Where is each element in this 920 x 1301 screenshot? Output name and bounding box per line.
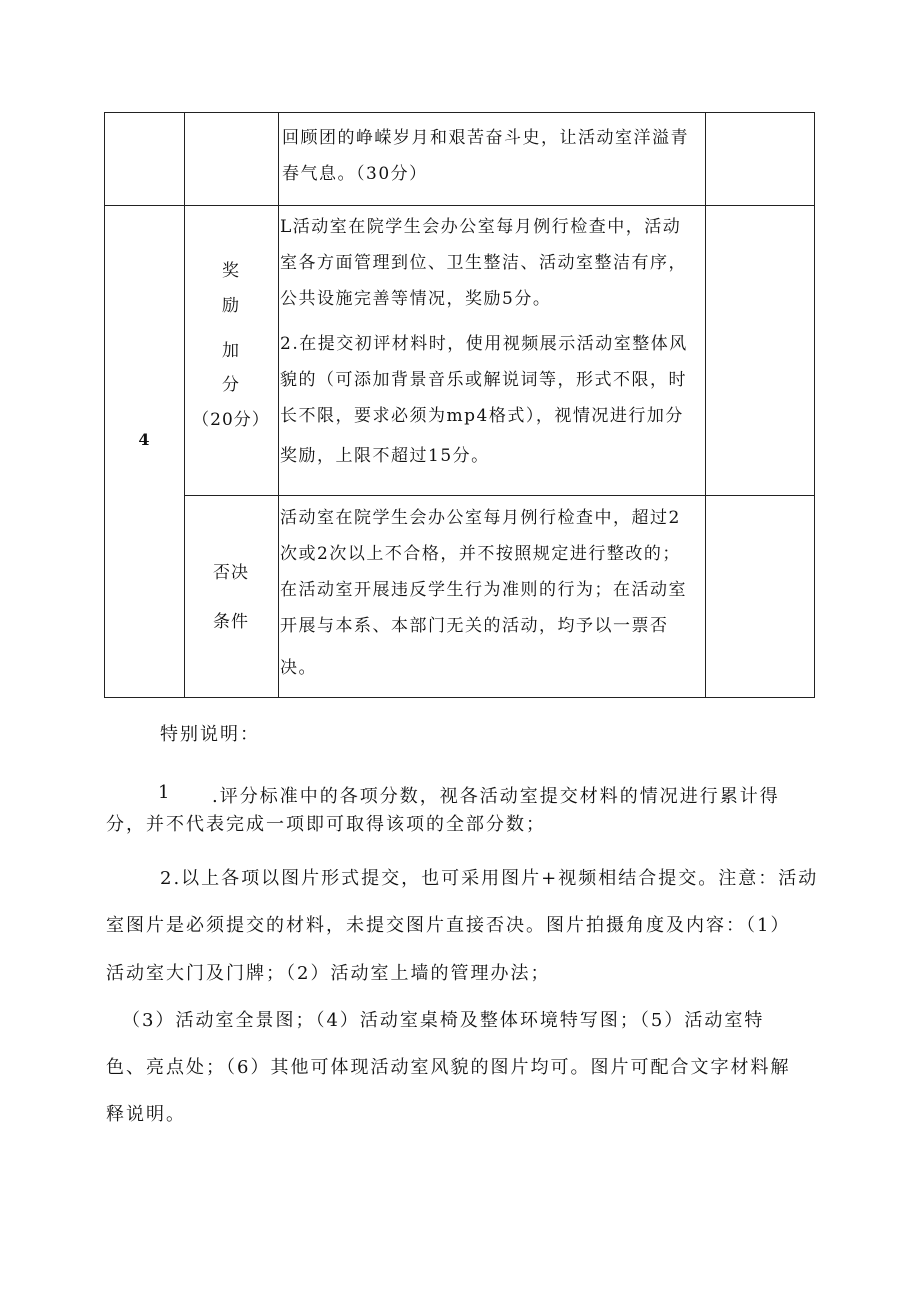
category-char: 励 (222, 296, 240, 316)
category-char: 加 (222, 341, 240, 361)
category-line: 条件 (213, 612, 249, 632)
content-line: 春气息。（30分） (282, 164, 428, 184)
note-1-number: 1 (158, 782, 172, 803)
note-2-line: 活动室大门及门牌；（2）活动室上墙的管理办法； (106, 963, 551, 984)
table-line (814, 112, 815, 698)
content-line: 活动室在院学生会办公室每月例行检查中，超过2 (280, 508, 681, 528)
content-line: 奖励，上限不超过15分。 (280, 446, 490, 466)
content-line: 回顾团的峥嵘岁月和艰苦奋斗史，让活动室洋溢青 (282, 128, 689, 148)
note-2-line: 室图片是必须提交的材料，未提交图片直接否决。图片拍摄角度及内容：（1） (106, 915, 791, 936)
table-line (104, 112, 105, 698)
content-line: 长不限，要求必须为mp4格式），视情况进行加分 (280, 406, 684, 426)
bonus-item-1 (280, 209, 687, 317)
table-line (104, 112, 815, 113)
note-1-line: .评分标准中的各项分数，视各活动室提交材料的情况进行累计得 (212, 786, 780, 807)
category-points: （20分） (192, 410, 270, 430)
veto-content (280, 500, 687, 686)
notes-heading: 特别说明： (160, 724, 260, 745)
content-line: 开展与本系、本部门无关的活动，均予以一票否 (280, 616, 669, 636)
table-line (104, 205, 815, 206)
table-line (104, 697, 815, 698)
note-3-line: 释说明。 (106, 1104, 186, 1125)
content-line: 次或2次以上不合格，并不按照规定进行整改的； (280, 544, 681, 564)
content-line: L活动室在院学生会办公室每月例行检查中，活动 (280, 217, 682, 237)
bonus-item-2 (280, 326, 688, 474)
note-1-line: 分，并不代表完成一项即可取得该项的全部分数； (106, 814, 546, 835)
category-char: 分 (222, 375, 240, 395)
row-number: 4 (138, 430, 150, 449)
content-line: 室各方面管理到位、卫生整洁、活动室整洁有序， (280, 253, 687, 273)
category-line: 否决 (213, 563, 249, 583)
content-line: 决。 (280, 658, 317, 678)
table-line (705, 112, 706, 698)
category-char: 奖 (222, 261, 240, 281)
content-line: 在活动室开展违反学生行为准则的行为；在活动室 (280, 580, 687, 600)
note-3-line: （3）活动室全景图；（4）活动室桌椅及整体环境特写图；（5）活动室特 (122, 1010, 765, 1031)
content-line: 貌的（可添加背景音乐或解说词等，形式不限，时 (280, 370, 687, 390)
content-line: 2.在提交初评材料时，使用视频展示活动室整体风 (280, 334, 688, 354)
scoring-table (104, 112, 815, 698)
note-2-line: 2.以上各项以图片形式提交，也可采用图片+视频相结合提交。注意：活动 (160, 868, 819, 889)
content-line: 公共设施完善等情况，奖励5分。 (280, 289, 552, 309)
table-line (278, 112, 279, 698)
note-3-line: 色、亮点处；（6）其他可体现活动室风貌的图片均可。图片可配合文字材料解 (106, 1057, 791, 1078)
prev-row-content (282, 120, 689, 192)
